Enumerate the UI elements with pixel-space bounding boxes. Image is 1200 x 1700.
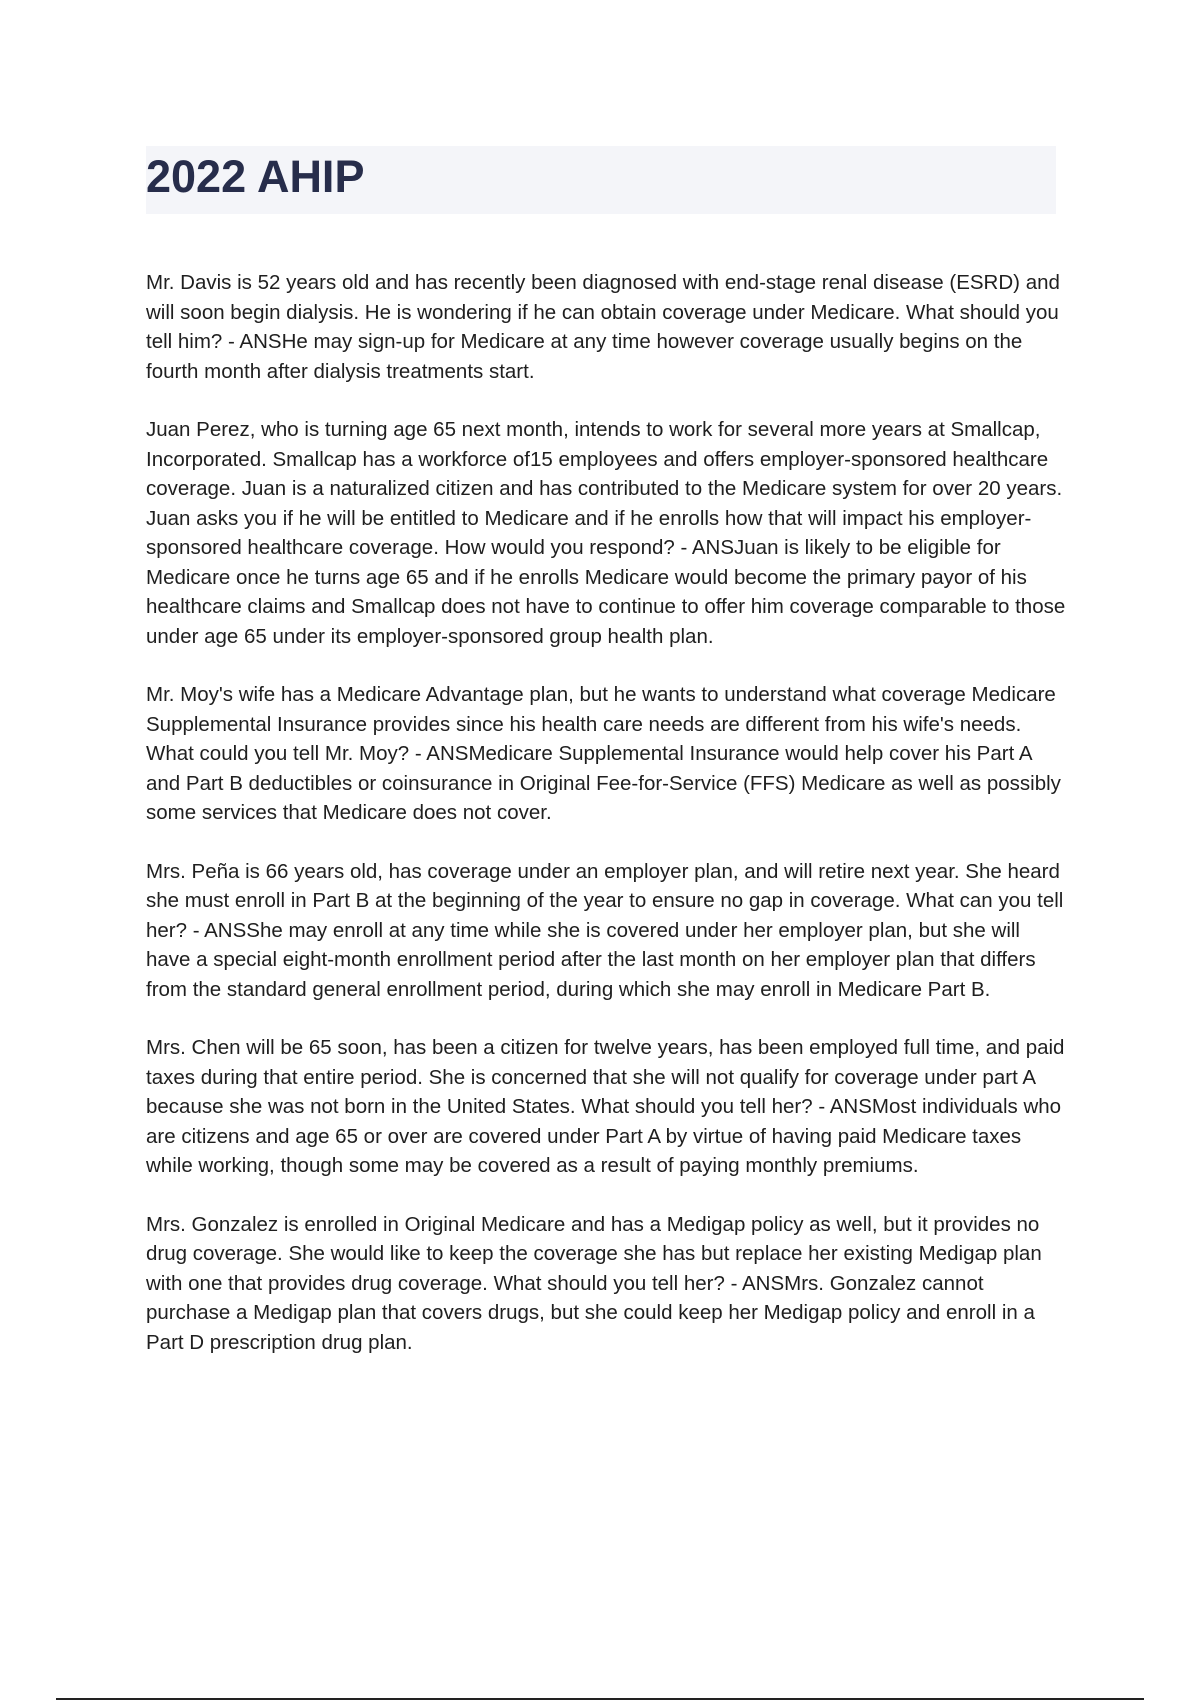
question-text: Mrs. Peña is 66 years old, has coverage under an employer plan, and will retire next year. She heard she must enroll in Part B at the beginning of the year to ensure no gap in coverage. What can you tell her? [146,859,1064,942]
qa-item [146,415,1066,651]
qa-item [146,680,1066,828]
question-text: Mrs. Chen will be 65 soon, has been a citizen for twelve years, has been employed full time, and paid taxes during that entire period. She is concerned that she will not qualify for coverage under part A because she was not born in the United States. What should you tell her? [146,1036,1065,1118]
answer-text: He may sign-up for Medicare at any time however coverage usually begins on the fourth month after dialysis treatments start. [146,330,1023,383]
document-title: 2022 AHIP [146,151,365,202]
answer-separator: - ANS [187,918,247,942]
question-text: Mrs. Gonzalez is enrolled in Original Medicare and has a Medigap policy as well, but it provides no drug coverage. She would like to keep the coverage she has but replace her existing Medigap plan with one that provides drug coverage. What should you tell her? [146,1212,1042,1295]
qa-item [146,1210,1066,1358]
answer-text: She may enroll at any time while she is covered under her employer plan, but she will have a special eight-month enrollment period after the last month on her employer plan that differs from the standard general enrollment period, during which she may enroll in Medicare Part B. [146,918,1036,1001]
answer-separator: - ANS [674,536,735,559]
question-text: Mr. Davis is 52 years old and has recently been diagnosed with end-stage renal disease (ESRD) and will soon begin dialysis. He is wondering if he can obtain coverage under Medicare. What should you tell him? [146,271,1060,353]
qa-list [146,268,1066,1386]
answer-separator: - ANS [409,742,469,765]
question-text: Mr. Moy's wife has a Medicare Advantage plan, but he wants to understand what coverage Medicare Supplemental Insurance provides since his health care needs are different from his wife's needs. What could you tell Mr. Moy? [146,683,1056,765]
answer-text: Mrs. Gonzalez cannot purchase a Medigap plan that covers drugs, but she could keep her Medigap policy and enroll in a Part D prescription drug plan. [146,1271,1035,1354]
question-text: Juan Perez, who is turning age 65 next month, intends to work for several more years at Smallcap, Incorporated. Smallcap has a workforce of15 employees and offers employer-sponsored healthcare coverage. Juan is a naturalized citizen and has contributed to the Medicare system for over 20 years. Juan asks you if he will be entitled to Medicare and if he enrolls how that will impact his employer-sponsored healthcare coverage. How would you respond? [146,418,1063,559]
answer-separator: - ANS [812,1095,872,1118]
answer-separator: - ANS [724,1271,785,1295]
qa-item [146,268,1066,386]
answer-text: Juan is likely to be eligible for Medicare once he turns age 65 and if he enrolls Medicare would become the primary payor of his healthcare claims and Smallcap does not have to continue to offer him coverage comparable to those under age 65 under its employer-sponsored group health plan. [146,536,1066,648]
answer-text: Medicare Supplemental Insurance would help cover his Part A and Part B deductibles or coinsurance in Original Fee-for-Service (FFS) Medicare as well as possibly some services that Medicare does not cover. [146,742,1061,824]
title-band [146,146,1056,214]
answer-separator: - ANS [222,330,282,353]
answer-text: Most individuals who are citizens and age 65 or over are covered under Part A by virtue of having paid Medicare taxes while working, though some may be covered as a result of paying monthly premiums. [146,1095,1062,1177]
qa-item [146,1033,1066,1181]
qa-item [146,857,1066,1005]
